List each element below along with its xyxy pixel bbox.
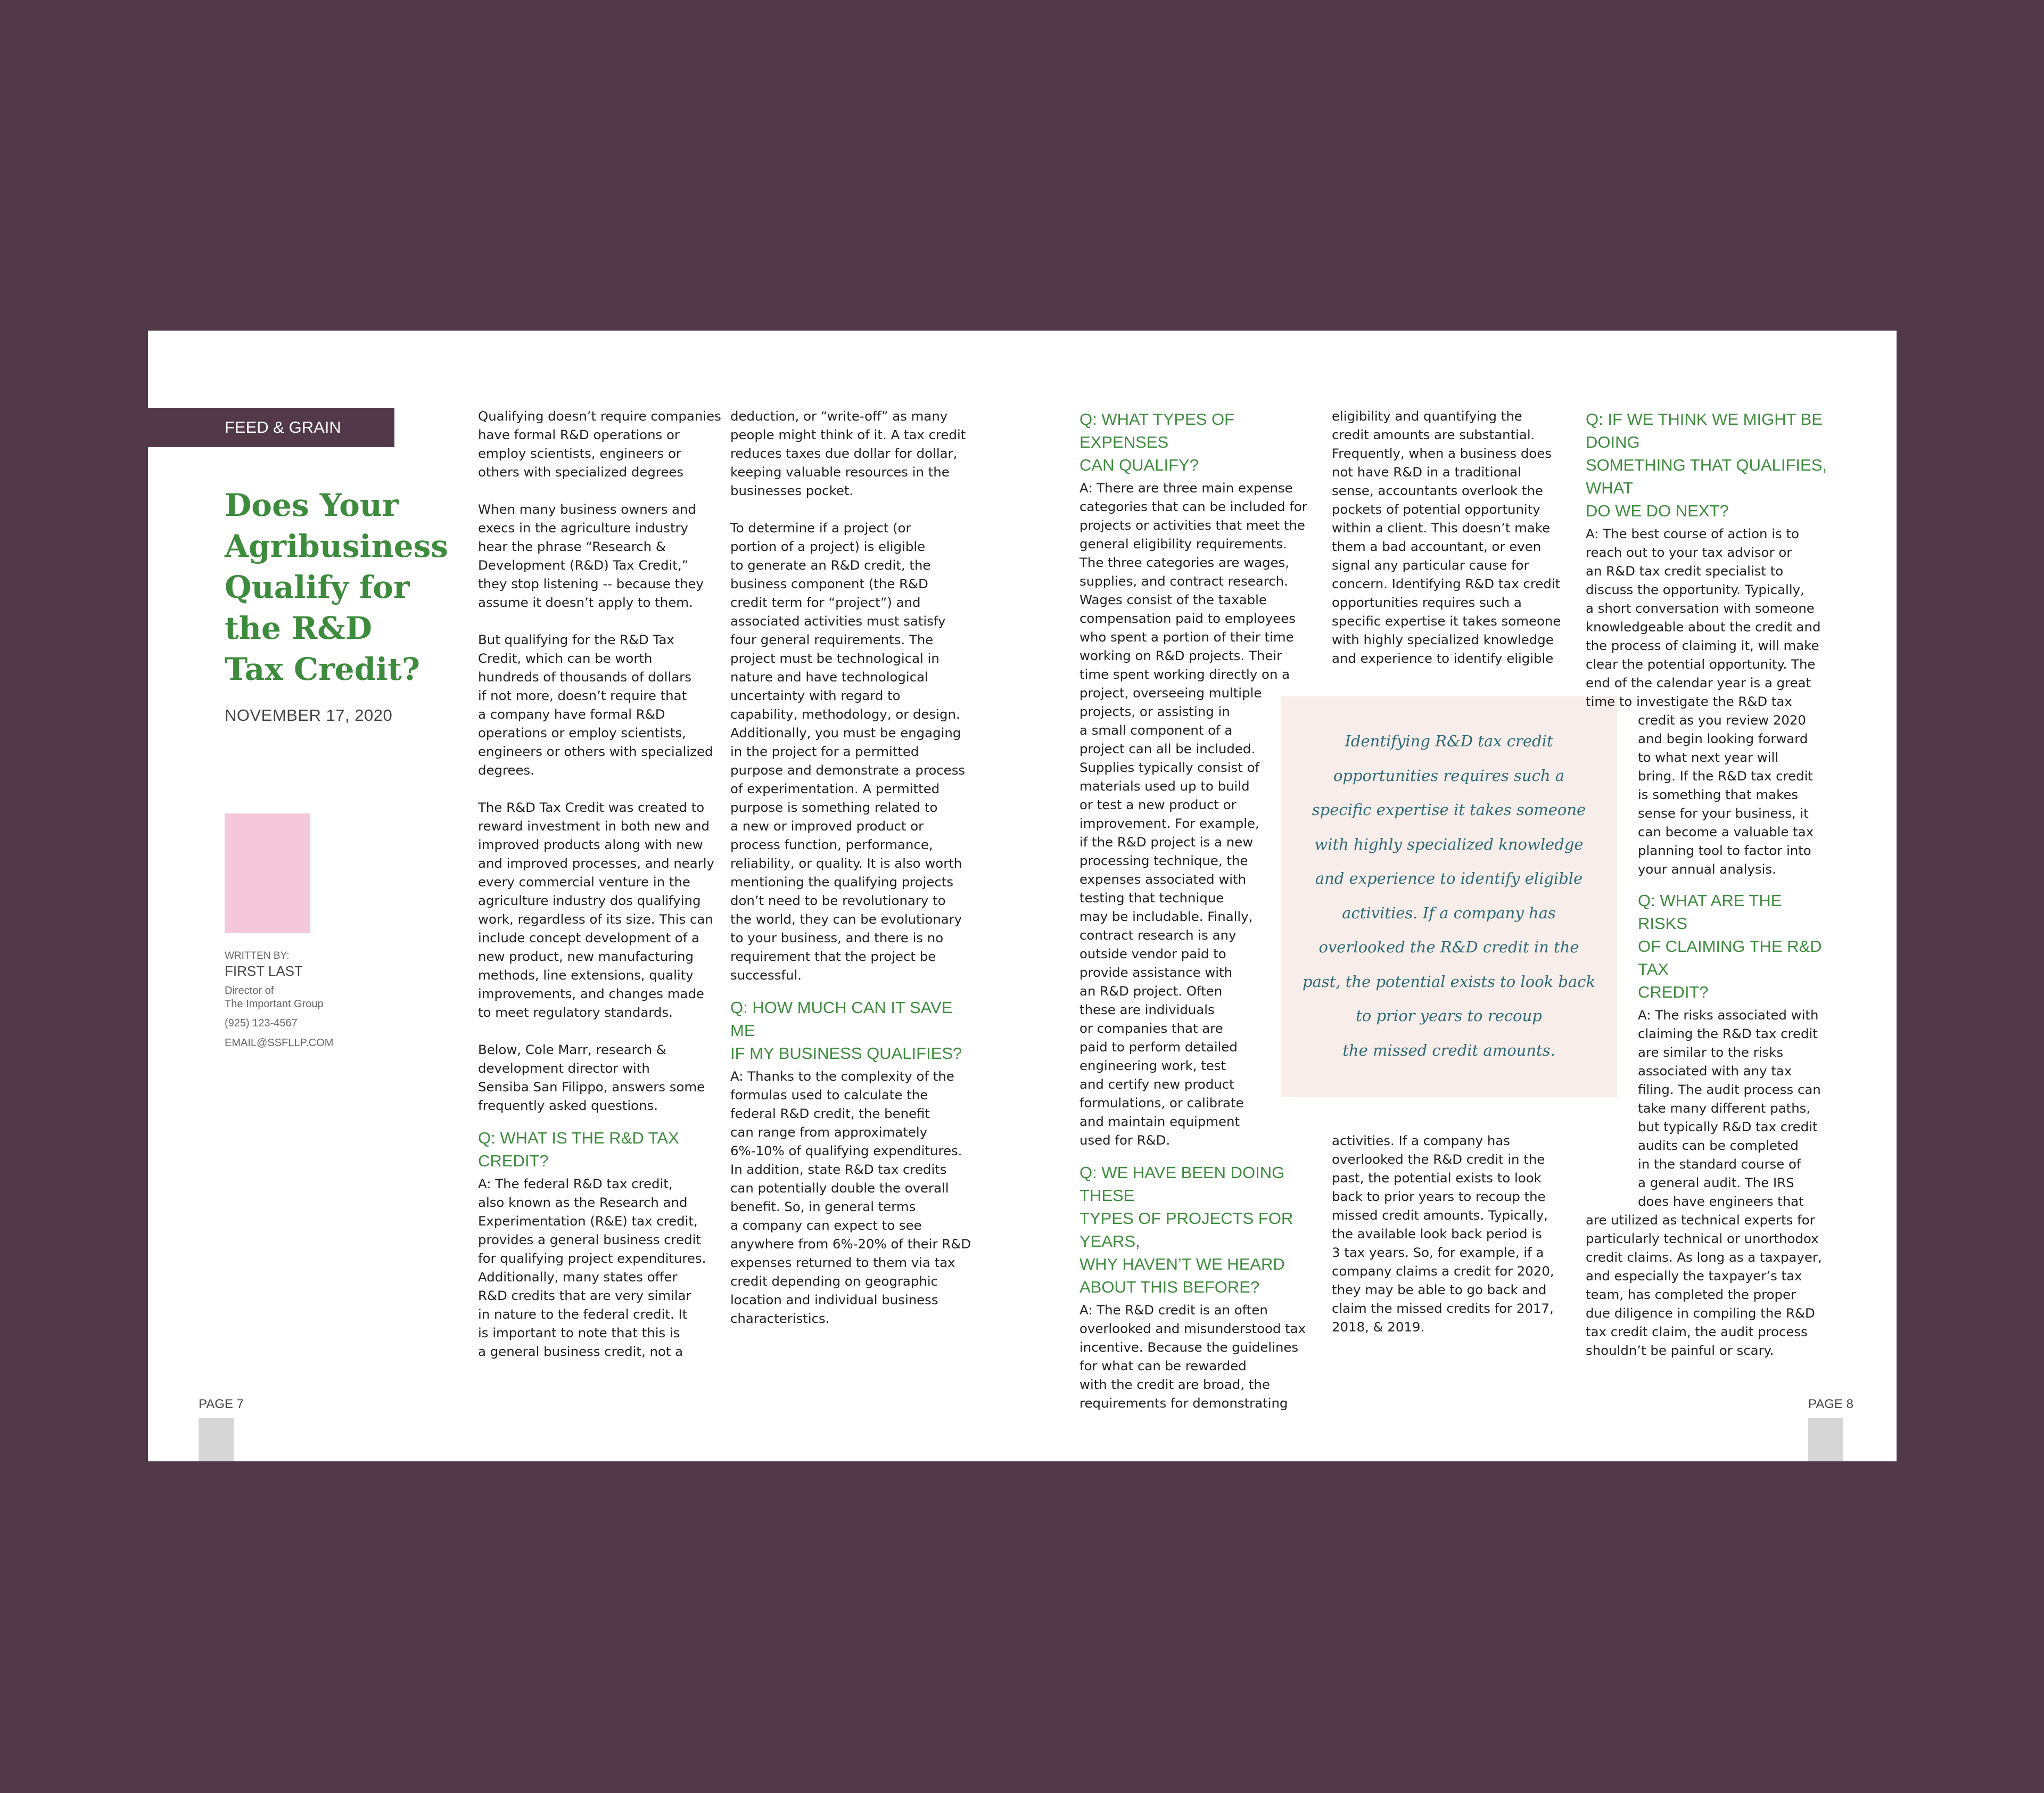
page-tab-8 (1808, 1418, 1843, 1461)
answer-5: A: The best course of action is to reach out to your tax advisor or an R&D tax credit specialist to discuss the opportunity. Typically, a short conversation with someone knowledgeable about the credit and the process of claiming it, will make clear the potential opportunity. The end of the calendar year is a great time to investigate the R&D tax (1586, 526, 1821, 709)
col4-top-text: eligibility and quantifying the credit amounts are substantial. Frequently, when a business does not have R&D in a traditional sense, accountants overlook the pockets of potential opportunity within a client. This doesn’t make them a bad accountant, or even signal any particular cause for concern. Identifying R&D tax credit opportunities requires such a specific expertise it takes someone with highly specialized knowledge and experience to identify eligible (1332, 408, 1561, 666)
column-4-top (1332, 407, 1577, 668)
col4-bottom-text: activities. If a company has overlooked the R&D credit in the past, the potential exists to look back to prior years to recoup the missed credit amounts. Typically, the available look back period is 3 tax years. So, for example, if a company claims a credit for 2020, they may be able to go back and claim the missed credits for 2017, 2018, & 2019. (1332, 1133, 1554, 1335)
author-name: FIRST LAST (225, 963, 303, 979)
section-banner (148, 408, 394, 447)
section-label: FEED & GRAIN (225, 418, 341, 437)
answer-3: A: There are three main expense categories that can be included for projects or activities that meet the general eligibility requirements. The three categories are wages, supplies, and contract research. Wages consist of the taxable compensation paid to employees who spent a portion of their time working on R&D projects. Their time spent working directly on a project, overseeing multiple projects, or assisting in a small component of a project can all be included. Supplies typically consist of materials used up to build or test a new product or improvement. For example, if the R&D project is a new processing technique, the expenses associated with testing that technique may be includable. Finally, contract research is any outside vendor paid to provide assistance with an R&D project. Often these are individuals or companies that are paid to perform detailed engineering work, test and certify new product formulations, or calibrate and maintain equipment used for R&D. (1079, 480, 1307, 1148)
author-role: Director of The Important Group (225, 985, 324, 1010)
pull-quote-text: Identifying R&D tax credit opportunities requires such a specific expertise it takes someone with highly specialized knowledge and experience to identify eligible activities. If a company has overlooked the R&D credit in the past, the potential exists to look back to prior years to recoup the missed credit amounts. (1302, 732, 1596, 1059)
answer-6: are utilized as technical experts for particularly technical or unorthodox credit claims. As long as a taxpayer, and especially the taxpayer’s tax team, has completed the proper due diligence in compiling the R&D tax credit claim, the audit process shouldn’t be painful or scary. (1586, 1212, 1822, 1358)
author-phone: (925) 123-4567 (225, 1017, 298, 1029)
col1-body: Qualifying doesn’t require companies have formal R&D operations or employ scientists, engineers or others with specialized degrees When many business owners and execs in the agriculture industry hear the phrase “Research & Development (R&D) Tax Credit,” they stop listening -- because they assume it doesn’t apply to them. But qualifying for the R&D Tax Credit, which can be worth hundreds of thousands of dollars if not more, doesn’t require that a company have formal R&D operations or employ scientists, engineers or others with specialized degrees. The R&D Tax Credit was created to reward investment in both new and improved products along with new and improved processes, and nearly every commercial venture in the agriculture industry dos qualifying work, regardless of its size. This can include concept development of a new product, new manufacturing methods, line extensions, quality improvements, and changes made to meet regulatory standards. Below, Cole Marr, research & development director with Sensiba San Filippo, answers some frequently asked questions. (478, 408, 721, 1113)
question-1: Q: WHAT IS THE R&D TAX CREDIT? (478, 1129, 679, 1170)
question-2: Q: HOW MUCH CAN IT SAVE ME IF MY BUSINESS QUALIFIES? (730, 998, 962, 1063)
question-3: Q: WHAT TYPES OF EXPENSES CAN QUALIFY? (1079, 410, 1235, 474)
article-date: NOVEMBER 17, 2020 (225, 706, 393, 725)
question-4: Q: WE HAVE BEEN DOING THESE TYPES OF PROJECTS FOR YEARS, WHY HAVEN’T WE HEARD ABOUT THIS BEFORE? (1079, 1163, 1293, 1296)
column-4-bottom (1332, 1131, 1577, 1336)
answer-1: A: The federal R&D tax credit, also known as the Research and Experimentation (R&E) tax credit, provides a general business credit for qualifying project expenditures. Additionally, many states offer R&D credits that are very similar in nature to the federal credit. It is important to note that this is a general business credit, not a (478, 1176, 706, 1359)
question-6: Q: WHAT ARE THE RISKS OF CLAIMING THE R&D TAX CREDIT? (1638, 891, 1822, 1001)
pull-quote-box (1281, 696, 1617, 1097)
answer-4: A: The R&D credit is an often overlooked and misunderstood tax incentive. Because the guidelines for what can be rewarded with the credit are broad, the requirements for demonstrating (1079, 1302, 1306, 1411)
col2-body: deduction, or “write-off” as many people might think of it. A tax credit reduces taxes due dollar for dollar, keeping valuable resources in the businesses pocket. To determine if a project (or portion of a project) is eligible to generate an R&D credit, the business component (the R&D credit term for “project”) and associated activities must satisfy four general requirements. The project must be technological in nature and have technological uncertainty with regard to capability, methodology, or design. Additionally, you must be engaging in the project for a permitted purpose and demonstrate a process of experimentation. A permitted purpose is something related to a new or improved product or process function, performance, reliability, or quality. It is also worth mentioning the qualifying projects don’t need to be revolutionary to the world, they can be evolutionary to your business, and there is no requirement that the project be successful. (730, 408, 966, 983)
answer-2: A: Thanks to the complexity of the formulas used to calculate the federal R&D credit, the benefit can range from approximately 6%-10% of qualifying expenditures. In addition, state R&D tax credits can potentially double the overall benefit. So, in general terms a company can expect to see anywhere from 6%-20% of their R&D expenses returned to them via tax credit depending on geographic location and individual business characteristics. (730, 1068, 971, 1326)
column-2 (730, 407, 975, 1328)
magazine-spread (148, 331, 1897, 1461)
article-title: Does Your Agribusiness Qualify for the R&D Tax Credit? (225, 487, 448, 687)
written-by-label: WRITTEN BY: (225, 950, 290, 961)
column-1 (478, 407, 723, 1361)
answer-6-indented: A: The risks associated with claiming the R&D tax credit are similar to the risks associated with any tax filing. The audit process can take many different paths, but typically R&D tax credit audits can be completed in the standard course of a general audit. The IRS does have engineers that (1638, 1007, 1821, 1209)
question-5: Q: IF WE THINK WE MIGHT BE DOING SOMETHING THAT QUALIFIES, WHAT DO WE DO NEXT? (1586, 410, 1827, 520)
author-photo-placeholder (225, 813, 310, 933)
column-5 (1586, 408, 1836, 1360)
answer-5-indented: credit as you review 2020 and begin looking forward to what next year will bring. If the R&D tax credit is something that makes sense for your business, it can become a valuable tax planning tool to factor into your annual analysis. (1638, 712, 1814, 877)
page-number-7: PAGE 7 (199, 1397, 244, 1411)
author-email: EMAIL@SSFLLP.COM (225, 1037, 334, 1049)
page-tab-7 (199, 1418, 234, 1461)
page-number-8: PAGE 8 (1808, 1397, 1853, 1411)
